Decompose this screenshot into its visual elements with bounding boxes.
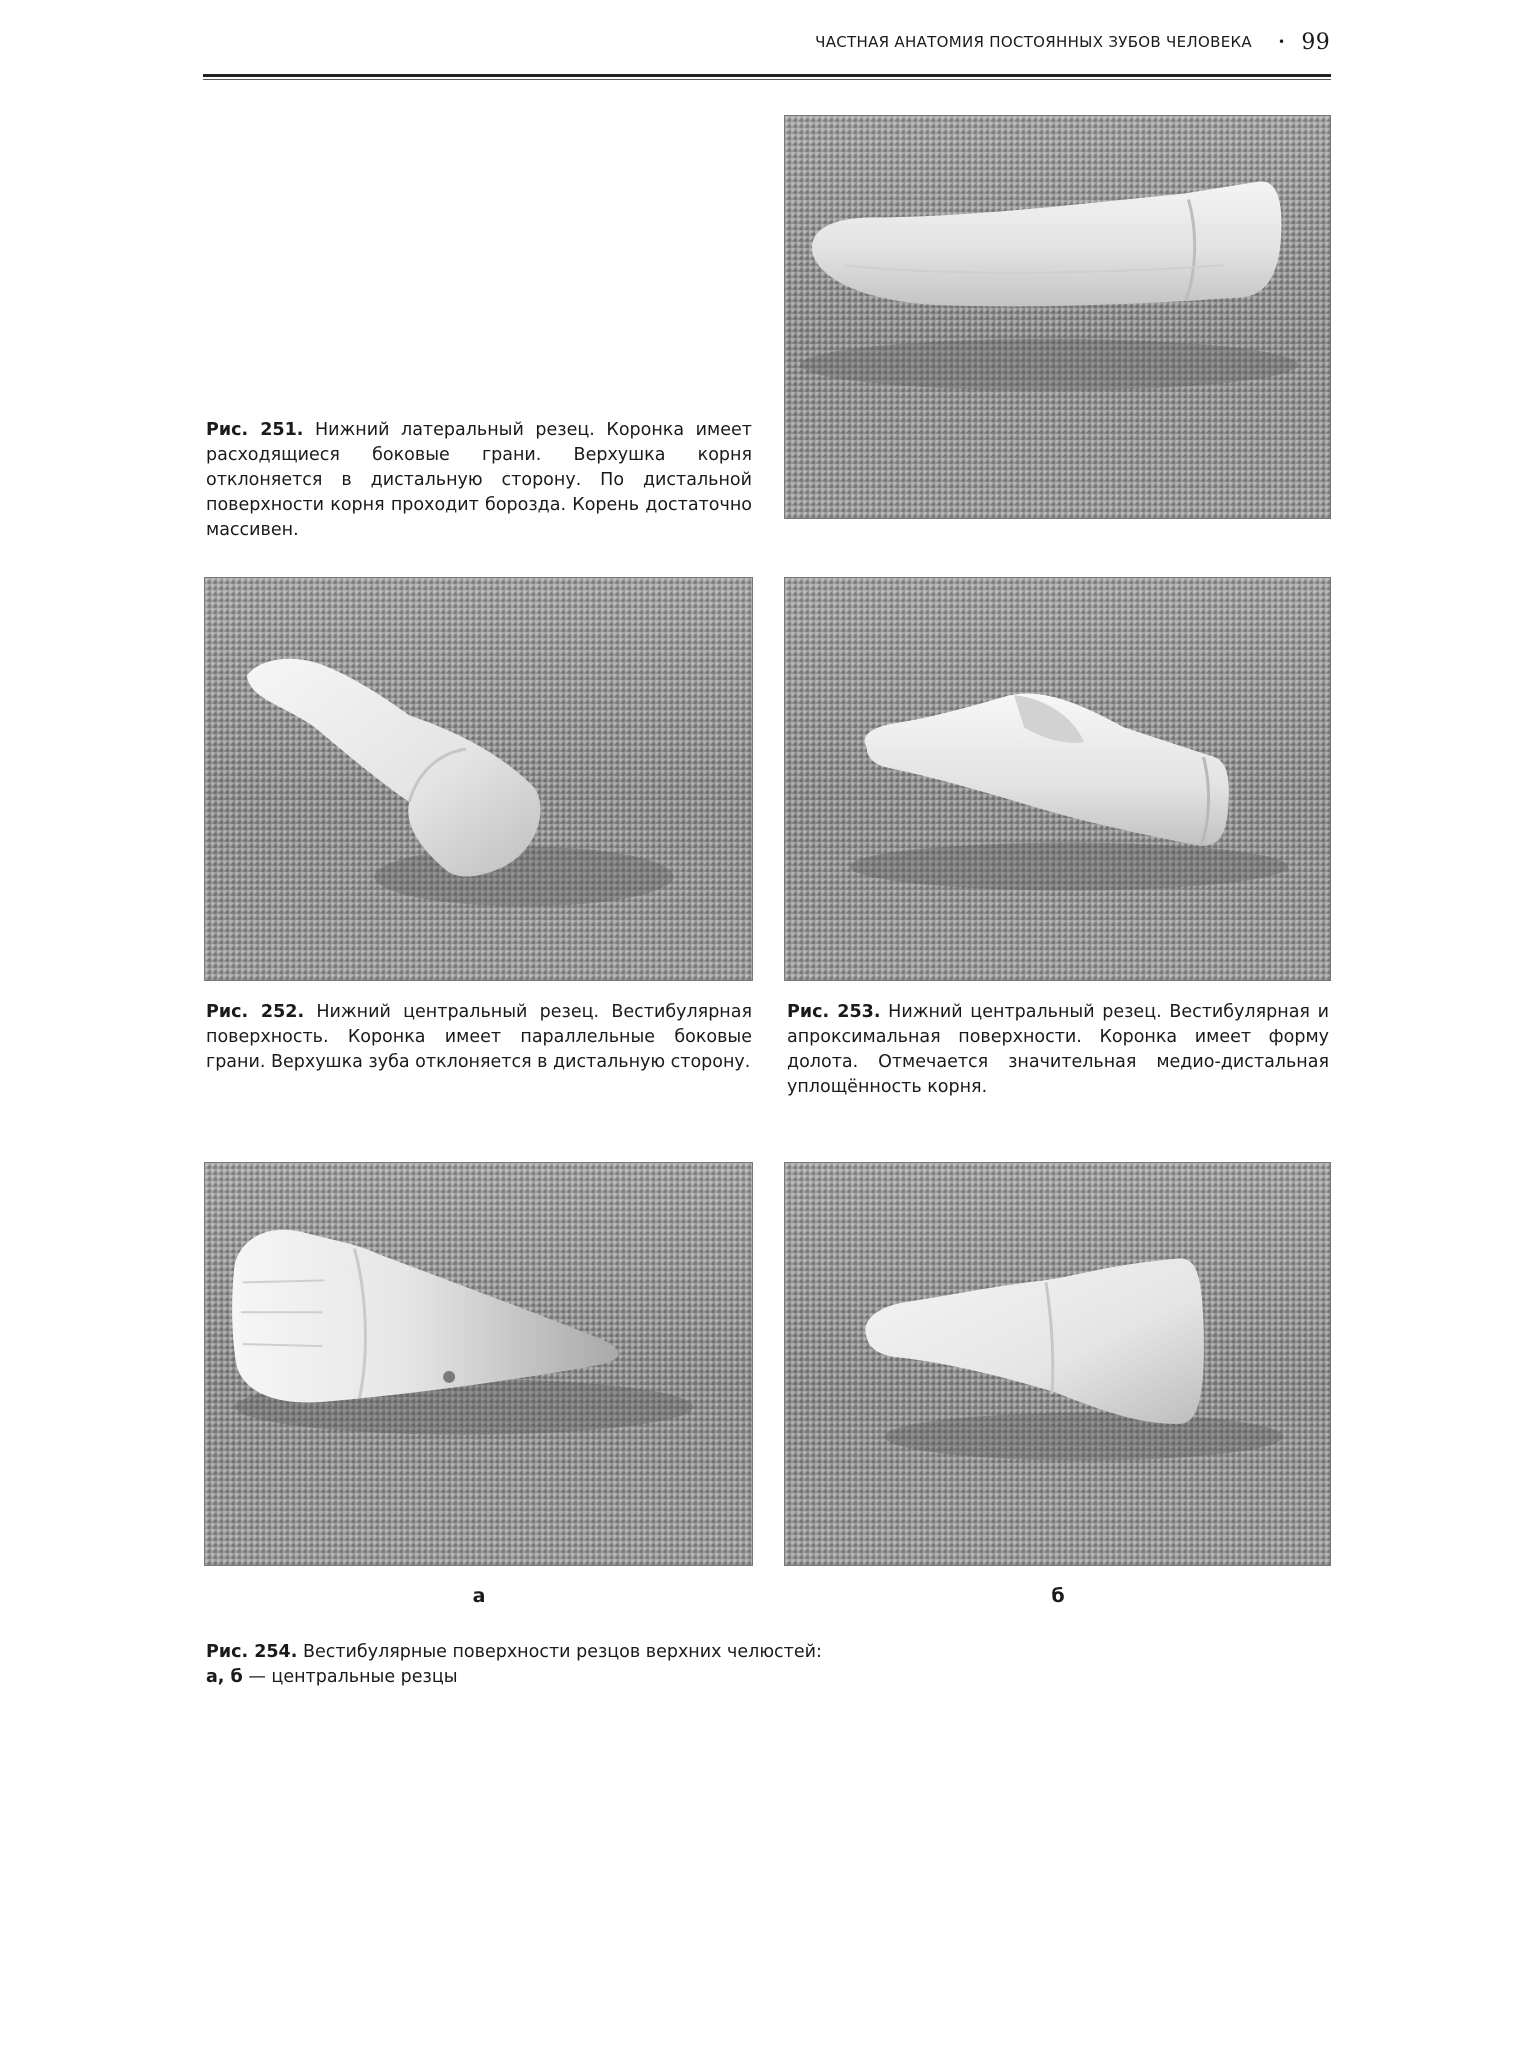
panel-letter-b: б <box>1051 1585 1065 1607</box>
bullet-separator: • <box>1278 35 1286 49</box>
figure-254-caption <box>206 1640 926 1690</box>
figure-254-panels-label: а, б <box>206 1667 243 1687</box>
tooth-upper-central-incisor-b <box>785 1163 1330 1565</box>
figure-251-text: Нижний латеральный резец. Коронка имеет расходящиеся боковые грани. Верхушка корня отклоняется в дистальную сторону. По дистальной поверхности корня проходит борозда. Корень достаточно массивен. <box>206 420 752 540</box>
header-rule-thin <box>203 79 1331 80</box>
panel-letter-a: а <box>472 1585 486 1607</box>
figure-251-label: Рис. 251. <box>206 420 304 440</box>
header-rule <box>203 74 1331 77</box>
figure-253-label: Рис. 253. <box>787 1002 881 1022</box>
figure-254-caption-line1 <box>206 1640 926 1665</box>
figure-254-text-line2: — центральные резцы <box>248 1667 458 1687</box>
tooth-central-incisor-vestibular <box>205 578 752 980</box>
figure-251-photo <box>784 115 1331 519</box>
page-number: 99 <box>1301 29 1330 55</box>
figure-254b-photo <box>784 1162 1331 1566</box>
tooth-upper-central-incisor-a <box>205 1163 752 1565</box>
figure-253-photo <box>784 577 1331 981</box>
tooth-lateral-incisor-side <box>785 116 1330 518</box>
running-title: ЧАСТНАЯ АНАТОМИЯ ПОСТОЯННЫХ ЗУБОВ ЧЕЛОВЕКА <box>815 33 1252 51</box>
figure-253-text: Нижний центральный резец. Вестибулярная и апроксимальная поверхности. Коронка имеет форму долота. Отмечается значительная медио-дистальная уплощённость корня. <box>787 1002 1329 1097</box>
figure-254-caption-line2 <box>206 1665 926 1690</box>
figure-252-label: Рис. 252. <box>206 1002 305 1022</box>
figure-252-caption <box>206 1000 752 1075</box>
running-header <box>760 28 1330 56</box>
figure-254-label: Рис. 254. <box>206 1642 298 1662</box>
figure-251-caption <box>206 418 752 543</box>
figure-253-caption <box>787 1000 1329 1100</box>
figure-254-text-line1: Вестибулярные поверхности резцов верхних челюстей: <box>302 1642 822 1662</box>
figure-254a-photo <box>204 1162 753 1566</box>
figure-252-text: Нижний центральный резец. Вестибулярная поверхность. Коронка имеет параллельные боковые грани. Верхушка зуба отклоняется в дистальную сторону. <box>206 1002 752 1072</box>
tooth-central-incisor-proximal <box>785 578 1330 980</box>
figure-252-photo <box>204 577 753 981</box>
